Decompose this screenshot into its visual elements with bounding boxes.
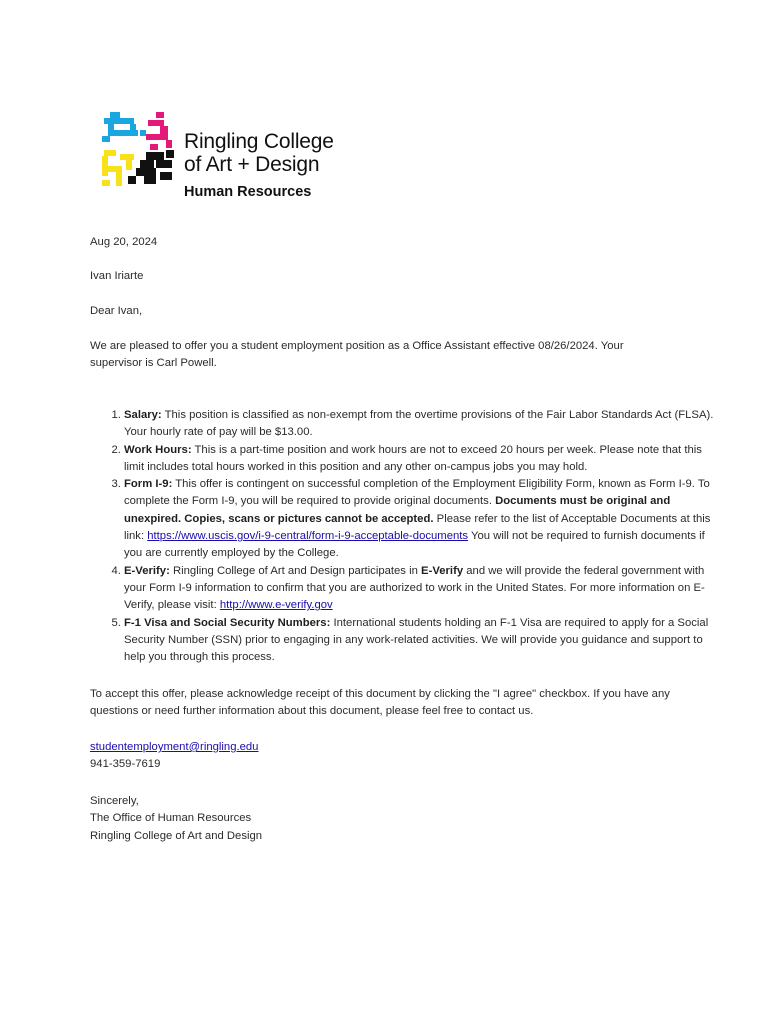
term-title: Work Hours: xyxy=(124,443,192,456)
contact-info xyxy=(90,739,680,774)
term-title: Salary: xyxy=(124,409,162,421)
term-text: and we will provide the federal government with your Form I-9 information to confirm that you are authorized to work in the United States. For more information on E-Verify, please visit: xyxy=(124,564,705,612)
term-text: This position is classified as non-exempt from the overtime provisions of the Fair Labor Standards Act (FLSA). Your hourly rate of pay will be $13.00. xyxy=(124,409,714,439)
term-title: F-1 Visa and Social Security Numbers: xyxy=(124,616,331,629)
greeting: Dear Ivan, xyxy=(90,305,143,317)
term-text: International students holding an F-1 Visa are required to apply for a Social Security Number (SSN) prior to engaging in any work-related activities. We will provide you guidance and support to help you through this process. xyxy=(124,616,709,664)
term-title: Form I-9: xyxy=(124,478,173,491)
term-work-hours xyxy=(124,442,714,477)
term-text: This is a part-time position and work hours are not to exceed 20 hours per week. Please note that this limit includes total hours worked in this position and any other on-campus jobs you may hold. xyxy=(124,443,702,473)
ringling-logo xyxy=(100,110,340,205)
term-text: Ringling College of Art and Design participates in xyxy=(172,564,418,577)
letter-date: Aug 20, 2024 xyxy=(90,236,158,248)
acceptance-paragraph: To accept this offer, please acknowledge receipt of this document by clicking the "I agree" checkbox. If you have any questions or need further information about this document, please feel free to contact us. xyxy=(90,688,670,718)
term-f1-visa-ssn xyxy=(124,615,714,667)
recipient-name: Ivan Iriarte xyxy=(90,270,144,282)
term-salary xyxy=(124,407,714,442)
term-form-i9 xyxy=(124,476,714,562)
offer-terms-list xyxy=(90,407,714,666)
e-verify-link[interactable]: http://www.e-verify.gov xyxy=(219,599,333,612)
intro-paragraph: We are pleased to offer you a student employment position as a Office Assistant effective 08/26/2024. Your supervisor is Carl Powell. xyxy=(90,340,624,370)
logo-name-line2: of Art + Design xyxy=(184,153,320,176)
term-text: Please refer to the list of Acceptable Documents at this link: xyxy=(124,512,711,543)
closing: Sincerely, xyxy=(90,795,139,807)
term-emphasis: Documents must be original and unexpired. Copies, scans or pictures cannot be accepted. xyxy=(124,495,671,525)
acceptable-documents-link[interactable]: https://www.uscis.gov/i-9-central/form-i-9-acceptable-documents xyxy=(147,530,469,543)
logo-department: Human Resources xyxy=(184,184,312,200)
signature-line-2: Ringling College of Art and Design xyxy=(90,829,263,842)
signature-block xyxy=(90,793,680,845)
term-emphasis: E-Verify xyxy=(421,564,464,577)
contact-email-link[interactable]: studentemployment@ringling.edu xyxy=(90,741,259,753)
term-e-verify xyxy=(124,563,714,615)
logo-mark-icon xyxy=(100,110,180,192)
term-title: E-Verify: xyxy=(124,564,170,577)
signature-line-1: The Office of Human Resources xyxy=(90,812,252,825)
contact-phone: 941-359-7619 xyxy=(90,758,161,771)
logo-name-line1: Ringling College xyxy=(184,130,334,153)
term-text: This offer is contingent on successful completion of the Employment Eligibility Form, known as Form I-9. To complete the Form I-9, you will be required to provide original documents. xyxy=(124,478,710,508)
term-text: You will not be required to furnish documents if you are currently employed by the College. xyxy=(124,530,705,560)
